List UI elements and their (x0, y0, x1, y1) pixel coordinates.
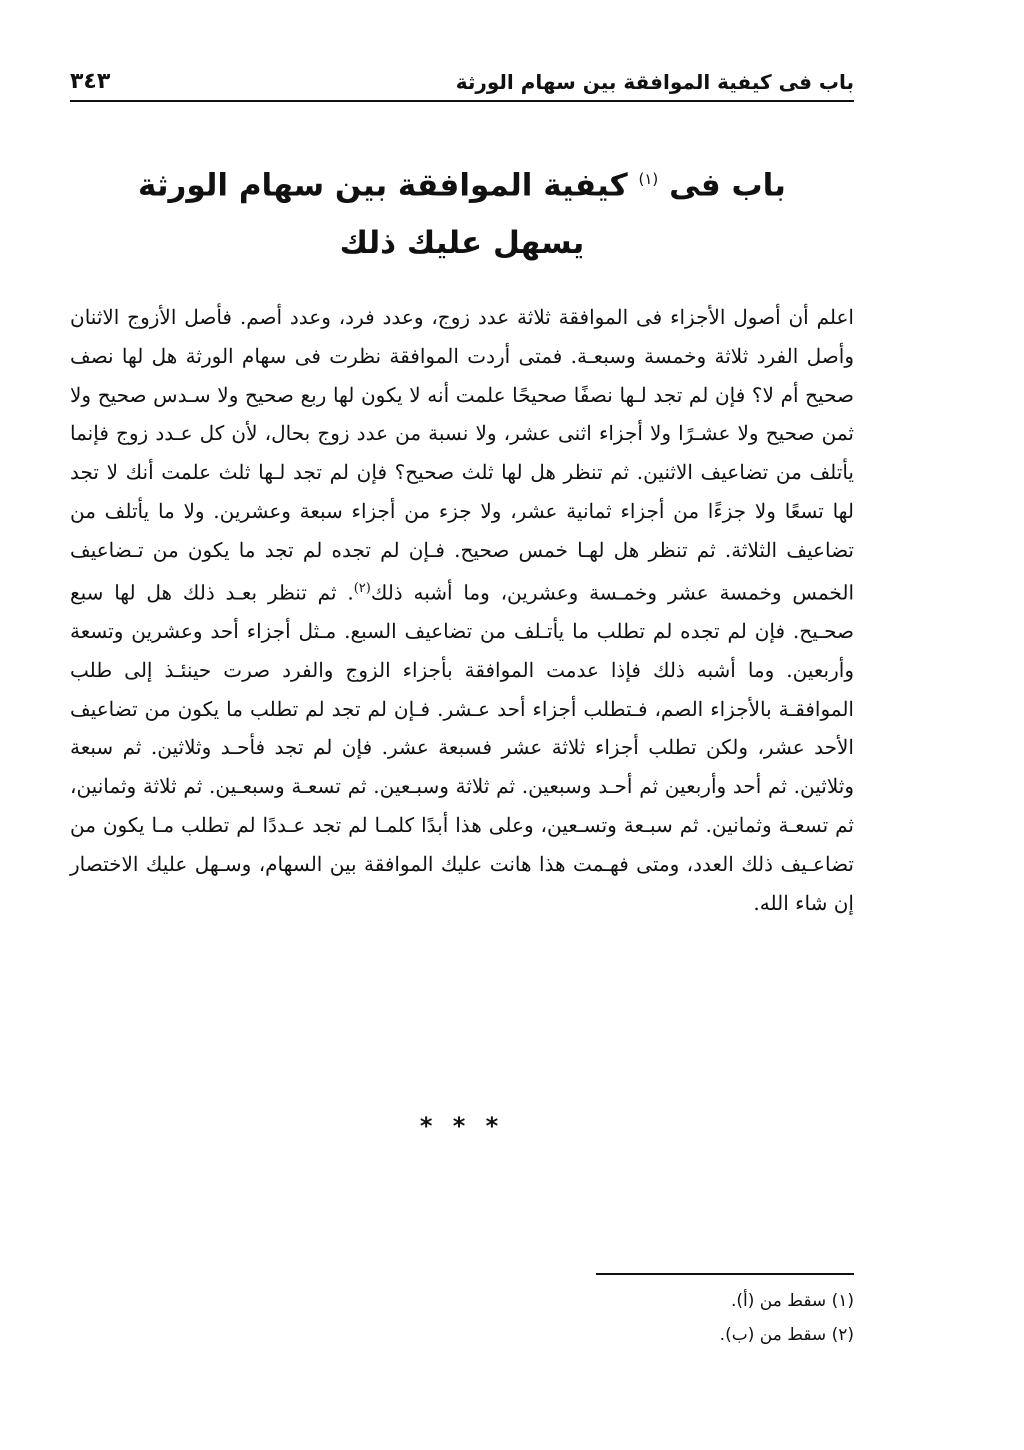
footnote-ref-2: (٢) (353, 580, 371, 596)
body-text-part-2: . ثم تنظر بعـد ذلك هل لها سبع صحـيح. فإن لم تجده لم تطلب ما يأتـلف من تضاعيف السبع. مـثل أجزاء أحد وعشرين وتسعة وأربعين. وما أشبه ذلك فإذا عدمت الموافقة بأجزاء الزوج والفرد صرت حينئـذ إلى طلب الموافقـة بالأجزاء الصم، فـتطلب أجزاء أحد عـشر. فـإن لم تجد لم تطلب ما يكون من تضاعيف الأحد عشر، ولكن تطلب أجزاء ثلاثة عشر فسبعة عشر. فإن لم تجد فأحـد وثلاثين. ثم سبعة وثلاثين. ثم أحد وأربعين ثم أحـد وسبعين. ثم ثلاثة وسبـعين. ثم تسعـة وسبعـين. ثم ثلاثة وثمانين، ثم تسعـة وثمانين. ثم سبـعة وتسـعين، وعلى هذا أبدًا كلمـا لم تجد عـددًا لم تطلب مـا يكون من تضاعـيف ذلك العدد، ومتى فهـمت هذا هانت عليك الموافقة بين السهام، وسـهل عليك الاختصار إن شاء الله. (70, 580, 854, 915)
footnote-1: (١) سقط من (أ). (730, 1291, 854, 1311)
running-title: باب فى كيفية الموافقة بين سهام الورثة (455, 70, 854, 94)
section-separator: * * * (419, 1112, 505, 1140)
footnote-ref-1: (١) (638, 170, 659, 188)
chapter-title-prefix: باب فى (669, 167, 786, 204)
chapter-title-line-2: يسهل عليك ذلك (339, 225, 585, 262)
chapter-title-main: كيفية الموافقة بين سهام الورثة (138, 167, 628, 204)
footnote-2: (٢) سقط من (ب). (719, 1325, 854, 1345)
footnote-divider (596, 1273, 854, 1275)
footnotes (560, 1284, 854, 1352)
body-paragraph (70, 298, 854, 922)
running-header (70, 52, 854, 102)
chapter-title-line-1 (70, 150, 854, 214)
page-number: ٣٤٣ (70, 69, 111, 94)
chapter-title (70, 150, 854, 272)
body-text-part-1: اعلم أن أصول الأجزاء فى الموافقة ثلاثة عدد زوج، وعدد فرد، وعدد أصم. فأصل الأزوج الاثنان وأصل الفرد ثلاثة وخمسة وسبعـة. فمتى أردت الموافقة نظرت فى سهام الورثة هل لها نصف صحيح أم لا؟ فإن لم تجد لـها نصفًا صحيحًا علمت أنه لا يكون لها ربع صحيح ولا سـدس صحيح ولا ثمن صحيح ولا عشـرًا ولا أجزاء اثنى عشر، ولا نسبة من عدد زوج بحال، لأن كل عـدد زوج فإنما يأتلف من تضاعيف الاثنين. ثم تنظر هل لها ثلث صحيح؟ فإن لم تجد لـها ثلث علمت أنك لا تجد لها تسعًا ولا جزءًا من أجزاء ثمانية عشر، ولا جزء من أجزاء سبعة وعشرين. ولا ما يأتلف من تضاعيف الثلاثة. ثم تنظر هل لهـا خمس صحيح. فـإن لم تجده لم تجد ما يكون من تـضاعيف الخمس وخمسة عشر وخمـسة وعشرين، وما أشبه ذلك (70, 305, 854, 605)
